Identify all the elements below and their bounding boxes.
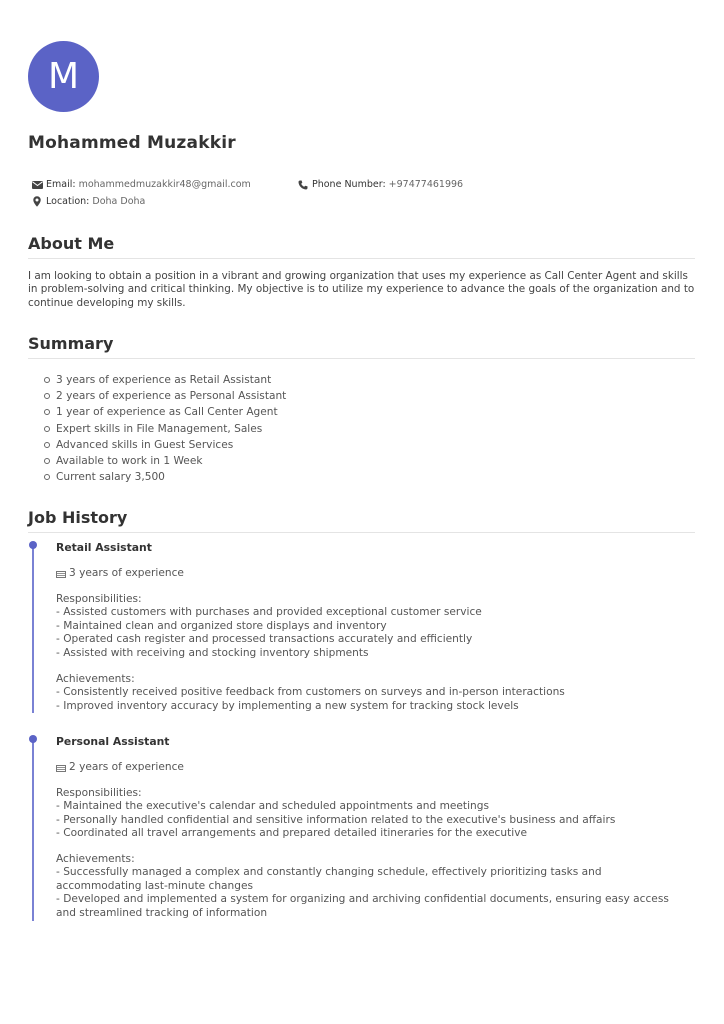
job-entry <box>28 735 698 921</box>
about-title: About Me <box>28 234 695 259</box>
contact-location <box>31 196 145 207</box>
list-item: Current salary 3,500 <box>42 469 286 485</box>
experience-text: 2 years of experience <box>69 761 184 773</box>
achievement-item: - Consistently received positive feedback from customers on surveys and in-person interactions <box>56 686 565 699</box>
job-title: Personal Assistant <box>56 735 170 748</box>
responsibilities <box>56 593 686 660</box>
email-label: Email: <box>46 179 76 190</box>
job-title: Retail Assistant <box>56 541 152 554</box>
achievements-label: Achievements: <box>56 853 135 865</box>
summary-list <box>42 372 286 485</box>
avatar-initial: M <box>47 56 80 97</box>
location-value: Doha Doha <box>92 196 146 207</box>
summary-title: Summary <box>28 334 695 359</box>
list-item: 2 years of experience as Personal Assistant <box>42 388 286 404</box>
phone-value: +97477461996 <box>388 179 464 190</box>
list-item: Available to work in 1 Week <box>42 453 286 469</box>
responsibility-item: - Operated cash register and processed transactions accurately and efficiently <box>56 633 473 646</box>
responsibility-item: - Assisted customers with purchases and provided exceptional customer service <box>56 606 482 619</box>
avatar <box>28 41 99 112</box>
achievements <box>56 853 686 920</box>
responsibility-item: - Assisted with receiving and stocking inventory shipments <box>56 646 369 659</box>
location-label: Location: <box>46 196 90 207</box>
experience-text: 3 years of experience <box>69 567 184 579</box>
candidate-name: Mohammed Muzakkir <box>28 133 236 153</box>
job-history-title: Job History <box>28 508 695 533</box>
map-pin-icon <box>31 197 43 207</box>
contact-phone <box>297 179 463 190</box>
list-item: Advanced skills in Guest Services <box>42 437 286 453</box>
responsibility-item: - Personally handled confidential and sensitive information related to the executive's business and affairs <box>56 813 616 826</box>
responsibilities-label: Responsibilities: <box>56 787 142 799</box>
timeline-line <box>32 545 34 713</box>
job-experience <box>56 761 184 773</box>
responsibility-item: - Maintained clean and organized store displays and inventory <box>56 619 387 632</box>
job-experience <box>56 567 184 579</box>
about-text: I am looking to obtain a position in a vibrant and growing organization that uses my experience as Call Center Agent and skills in problem-solving and critical thinking. My objective is to utilize my experience to advance the goals of the organization and to continue developing my skills. <box>28 270 695 309</box>
list-item: 3 years of experience as Retail Assistant <box>42 372 286 388</box>
responsibility-item: - Maintained the executive's calendar and scheduled appointments and meetings <box>56 800 489 813</box>
phone-label: Phone Number: <box>312 179 386 190</box>
timeline-dot <box>29 541 37 549</box>
list-item: 1 year of experience as Call Center Agent <box>42 404 286 420</box>
envelope-icon <box>31 180 43 190</box>
achievement-item: - Successfully managed a complex and constantly changing schedule, effectively prioritizing tasks and accommodating last-minute changes <box>56 866 602 892</box>
achievements-label: Achievements: <box>56 673 135 685</box>
timeline-line <box>32 739 34 921</box>
briefcase-icon <box>56 569 66 577</box>
responsibilities-label: Responsibilities: <box>56 593 142 605</box>
email-value[interactable]: mohammedmuzakkir48@gmail.com <box>78 179 251 190</box>
timeline-dot <box>29 735 37 743</box>
list-item: Expert skills in File Management, Sales <box>42 421 286 437</box>
job-entry <box>28 541 698 713</box>
responsibility-item: - Coordinated all travel arrangements and prepared detailed itineraries for the executive <box>56 827 527 840</box>
briefcase-icon <box>56 763 66 771</box>
responsibilities <box>56 787 686 841</box>
contact-email <box>31 179 251 190</box>
achievements <box>56 673 686 713</box>
achievement-item: - Developed and implemented a system for organizing and archiving confidential documents, ensuring easy access and streamlined tracking of information <box>56 893 669 919</box>
phone-icon <box>297 180 309 190</box>
achievement-item: - Improved inventory accuracy by implementing a new system for tracking stock levels <box>56 699 519 712</box>
